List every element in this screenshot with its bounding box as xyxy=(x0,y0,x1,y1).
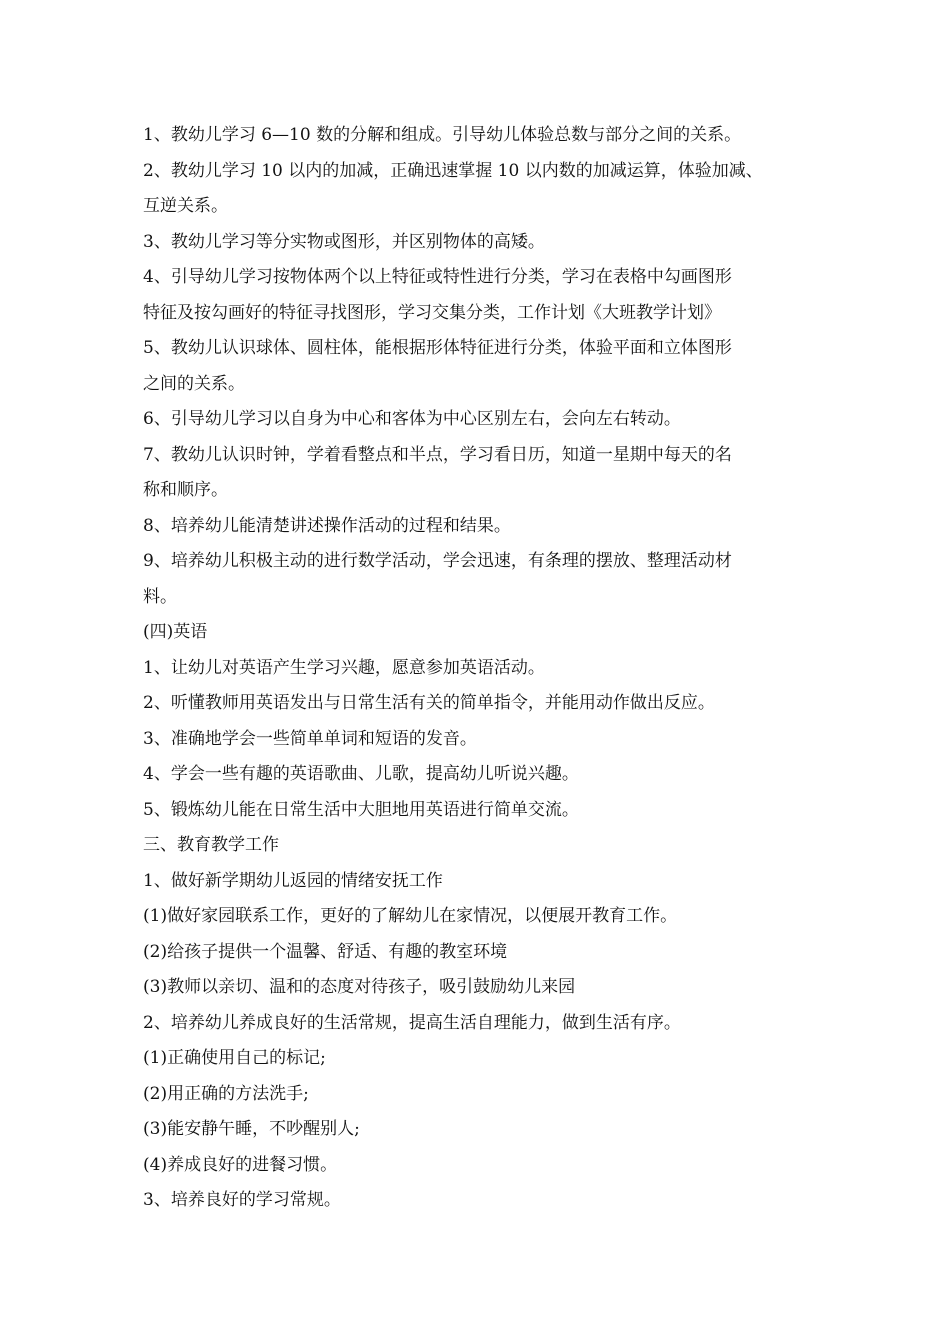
text-line: (2)给孩子提供一个温馨、舒适、有趣的教室环境 xyxy=(143,941,508,962)
text-line: 3、教幼儿学习等分实物或图形，并区别物体的高矮。 xyxy=(143,231,545,252)
text-line: 料。 xyxy=(143,586,177,607)
text-line: 1、让幼儿对英语产生学习兴趣，愿意参加英语活动。 xyxy=(143,657,545,678)
text-line: 6、引导幼儿学习以自身为中心和客体为中心区别左右，会向左右转动。 xyxy=(143,409,681,429)
text-line: 3、培养良好的学习常规。 xyxy=(143,1190,341,1210)
text-line: (3)教师以亲切、温和的态度对待孩子，吸引鼓励幼儿来园 xyxy=(143,977,576,997)
section-heading: (四)英语 xyxy=(143,622,208,642)
text-line: (4)养成良好的进餐习惯。 xyxy=(143,1154,338,1175)
text-line: 9、培养幼儿积极主动的进行数学活动，学会迅速，有条理的摆放、整理活动材 xyxy=(143,551,732,571)
text-line: 7、教幼儿认识时钟，学着看整点和半点，学习看日历，知道一星期中每天的名 xyxy=(143,444,732,465)
text-line: 5、锻炼幼儿能在日常生活中大胆地用英语进行简单交流。 xyxy=(143,799,579,820)
text-line: 互逆关系。 xyxy=(143,196,228,216)
text-line: (1)做好家园联系工作，更好的了解幼儿在家情况，以便展开教育工作。 xyxy=(143,906,678,926)
text-line: 2、听懂教师用英语发出与日常生活有关的简单指令，并能用动作做出反应。 xyxy=(143,693,715,713)
document-body xyxy=(143,118,823,1219)
text-line: (3)能安静午睡，不吵醒别人; xyxy=(143,1119,360,1139)
text-line: 5、教幼儿认识球体、圆柱体，能根据形体特征进行分类，体验平面和立体图形 xyxy=(143,338,732,358)
text-line: 3、准确地学会一些简单单词和短语的发音。 xyxy=(143,728,477,749)
text-line: 2、培养幼儿养成良好的生活常规，提高生活自理能力，做到生活有序。 xyxy=(143,1012,681,1033)
text-line: 1、做好新学期幼儿返园的情绪安抚工作 xyxy=(143,870,443,891)
text-line: 4、引导幼儿学习按物体两个以上特征或特性进行分类，学习在表格中勾画图形 xyxy=(143,267,732,287)
text-line: 之间的关系。 xyxy=(143,373,245,394)
section-heading: 三、教育教学工作 xyxy=(143,835,279,855)
text-line: 8、培养幼儿能清楚讲述操作活动的过程和结果。 xyxy=(143,515,511,536)
text-line: (1)正确使用自己的标记; xyxy=(143,1048,326,1068)
text-line: 4、学会一些有趣的英语歌曲、儿歌，提高幼儿听说兴趣。 xyxy=(143,764,579,784)
text-line: 特征及按勾画好的特征寻找图形，学习交集分类，工作计划《大班教学计划》 xyxy=(143,302,721,323)
text-line: 2、教幼儿学习 10 以内的加减，正确迅速掌握 10 以内数的加减运算，体验加减、 xyxy=(143,160,763,181)
text-line: 称和顺序。 xyxy=(143,480,228,500)
text-line: 1、教幼儿学习 6—10 数的分解和组成。引导幼儿体验总数与部分之间的关系。 xyxy=(143,125,742,145)
text-line: (2)用正确的方法洗手; xyxy=(143,1083,309,1104)
